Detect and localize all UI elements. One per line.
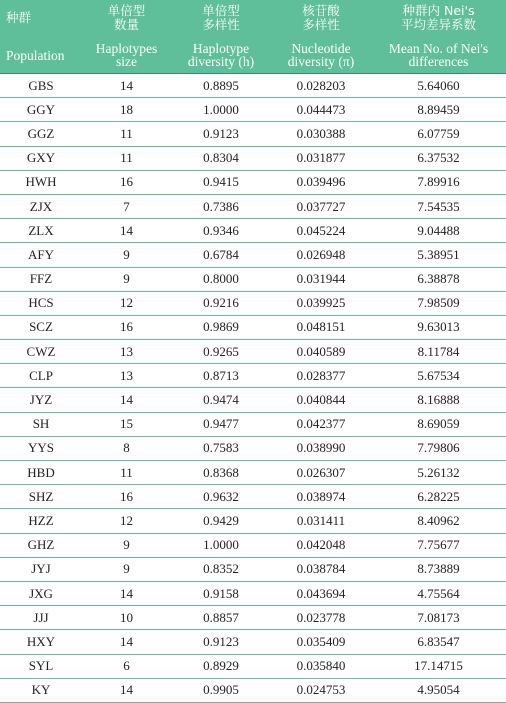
table-body — [0, 74, 506, 703]
cell-haplotype-diversity: 0.8352 — [171, 557, 271, 581]
cell-haplotype-diversity: 0.9265 — [171, 340, 271, 364]
cell-haplotype-diversity: 0.8368 — [171, 461, 271, 485]
cell-nucleotide-diversity: 0.023778 — [271, 606, 371, 630]
header-haplotypes-en: Haplotypes size — [82, 37, 171, 74]
cell-nei-differences: 7.08173 — [371, 606, 506, 630]
cell-haplotype-size: 6 — [82, 654, 171, 678]
cell-population: CLP — [0, 364, 82, 388]
cell-nucleotide-diversity: 0.031411 — [271, 509, 371, 533]
header-nei-zh: 种群内 Nei's 平均差异系数 — [371, 0, 506, 37]
table-row — [0, 315, 506, 339]
cell-population: FFZ — [0, 267, 82, 291]
cell-nei-differences: 6.37532 — [371, 146, 506, 170]
cell-haplotype-size: 13 — [82, 340, 171, 364]
table-row — [0, 98, 506, 122]
cell-nucleotide-diversity: 0.026307 — [271, 461, 371, 485]
cell-nei-differences: 5.64060 — [371, 74, 506, 98]
cell-haplotype-diversity: 0.9474 — [171, 388, 271, 412]
table-row — [0, 678, 506, 702]
table-row — [0, 485, 506, 509]
header-population-zh: 种群 — [0, 0, 82, 37]
cell-haplotype-size: 7 — [82, 194, 171, 218]
table-row — [0, 194, 506, 218]
cell-nucleotide-diversity: 0.043694 — [271, 581, 371, 605]
cell-haplotype-size: 11 — [82, 461, 171, 485]
cell-haplotype-size: 14 — [82, 74, 171, 98]
header-hap-div-en: Haplotype diversity (h) — [171, 37, 271, 74]
cell-nucleotide-diversity: 0.042048 — [271, 533, 371, 557]
cell-population: JYJ — [0, 557, 82, 581]
cell-population: GHZ — [0, 533, 82, 557]
cell-nucleotide-diversity: 0.028203 — [271, 74, 371, 98]
cell-nucleotide-diversity: 0.039496 — [271, 170, 371, 194]
cell-haplotype-size: 16 — [82, 170, 171, 194]
cell-nucleotide-diversity: 0.026948 — [271, 243, 371, 267]
cell-haplotype-diversity: 0.9415 — [171, 170, 271, 194]
table-row — [0, 340, 506, 364]
cell-haplotype-diversity: 0.8857 — [171, 606, 271, 630]
cell-nucleotide-diversity: 0.042377 — [271, 412, 371, 436]
cell-nei-differences: 8.16888 — [371, 388, 506, 412]
cell-nei-differences: 4.75564 — [371, 581, 506, 605]
cell-nucleotide-diversity: 0.024753 — [271, 678, 371, 702]
cell-haplotype-diversity: 0.9346 — [171, 219, 271, 243]
cell-population: KY — [0, 678, 82, 702]
cell-nei-differences: 9.04488 — [371, 219, 506, 243]
table-row — [0, 267, 506, 291]
cell-haplotype-size: 18 — [82, 98, 171, 122]
table-row — [0, 291, 506, 315]
cell-population: ZLX — [0, 219, 82, 243]
table-row — [0, 170, 506, 194]
cell-nucleotide-diversity: 0.045224 — [271, 219, 371, 243]
cell-nucleotide-diversity: 0.038974 — [271, 485, 371, 509]
table-row — [0, 606, 506, 630]
cell-nucleotide-diversity: 0.030388 — [271, 122, 371, 146]
cell-nei-differences: 6.07759 — [371, 122, 506, 146]
cell-haplotype-size: 14 — [82, 388, 171, 412]
table-row — [0, 219, 506, 243]
header-hap-div-zh: 单倍型 多样性 — [171, 0, 271, 37]
cell-haplotype-size: 14 — [82, 630, 171, 654]
table-row — [0, 533, 506, 557]
cell-haplotype-diversity: 0.7386 — [171, 194, 271, 218]
cell-nei-differences: 17.14715 — [371, 654, 506, 678]
cell-nei-differences: 6.83547 — [371, 630, 506, 654]
cell-haplotype-size: 16 — [82, 485, 171, 509]
cell-haplotype-size: 13 — [82, 364, 171, 388]
cell-population: SCZ — [0, 315, 82, 339]
table-row — [0, 146, 506, 170]
cell-population: HBD — [0, 461, 82, 485]
table-row — [0, 243, 506, 267]
table-row — [0, 74, 506, 98]
cell-nucleotide-diversity: 0.039925 — [271, 291, 371, 315]
table-row — [0, 364, 506, 388]
cell-haplotype-diversity: 1.0000 — [171, 533, 271, 557]
cell-nei-differences: 4.95054 — [371, 678, 506, 702]
cell-nei-differences: 8.69059 — [371, 412, 506, 436]
cell-nucleotide-diversity: 0.048151 — [271, 315, 371, 339]
cell-haplotype-diversity: 0.8304 — [171, 146, 271, 170]
cell-nei-differences: 5.38951 — [371, 243, 506, 267]
cell-haplotype-diversity: 0.9216 — [171, 291, 271, 315]
table-row — [0, 509, 506, 533]
cell-nei-differences: 5.67534 — [371, 364, 506, 388]
cell-nei-differences: 6.38878 — [371, 267, 506, 291]
cell-population: HZZ — [0, 509, 82, 533]
cell-nei-differences: 7.98509 — [371, 291, 506, 315]
cell-haplotype-size: 16 — [82, 315, 171, 339]
table-row — [0, 122, 506, 146]
cell-nucleotide-diversity: 0.037727 — [271, 194, 371, 218]
cell-population: GGZ — [0, 122, 82, 146]
cell-population: HWH — [0, 170, 82, 194]
cell-population: GXY — [0, 146, 82, 170]
cell-nucleotide-diversity: 0.038990 — [271, 436, 371, 460]
cell-population: JJJ — [0, 606, 82, 630]
cell-nucleotide-diversity: 0.044473 — [271, 98, 371, 122]
cell-haplotype-size: 11 — [82, 122, 171, 146]
table-row — [0, 412, 506, 436]
cell-population: JXG — [0, 581, 82, 605]
cell-nucleotide-diversity: 0.031944 — [271, 267, 371, 291]
cell-nei-differences: 8.89459 — [371, 98, 506, 122]
cell-haplotype-size: 15 — [82, 412, 171, 436]
cell-nei-differences: 6.28225 — [371, 485, 506, 509]
cell-nei-differences: 7.89916 — [371, 170, 506, 194]
cell-haplotype-diversity: 0.9123 — [171, 630, 271, 654]
cell-nucleotide-diversity: 0.035409 — [271, 630, 371, 654]
cell-haplotype-diversity: 0.9429 — [171, 509, 271, 533]
cell-population: GGY — [0, 98, 82, 122]
header-haplotypes-zh: 单倍型 数量 — [82, 0, 171, 37]
cell-population: SYL — [0, 654, 82, 678]
cell-haplotype-diversity: 0.6784 — [171, 243, 271, 267]
cell-haplotype-size: 14 — [82, 581, 171, 605]
cell-haplotype-size: 9 — [82, 267, 171, 291]
cell-haplotype-size: 14 — [82, 219, 171, 243]
cell-haplotype-size: 14 — [82, 678, 171, 702]
cell-haplotype-diversity: 1.0000 — [171, 98, 271, 122]
table-header — [0, 0, 506, 74]
cell-haplotype-size: 11 — [82, 146, 171, 170]
cell-nei-differences: 7.75677 — [371, 533, 506, 557]
cell-nei-differences: 8.11784 — [371, 340, 506, 364]
cell-nei-differences: 5.26132 — [371, 461, 506, 485]
cell-haplotype-size: 9 — [82, 533, 171, 557]
cell-haplotype-size: 12 — [82, 509, 171, 533]
cell-haplotype-size: 9 — [82, 557, 171, 581]
cell-haplotype-diversity: 0.9905 — [171, 678, 271, 702]
cell-population: HCS — [0, 291, 82, 315]
cell-population: SHZ — [0, 485, 82, 509]
cell-population: SH — [0, 412, 82, 436]
cell-haplotype-diversity: 0.8000 — [171, 267, 271, 291]
header-nei-en: Mean No. of Nei's differences — [371, 37, 506, 74]
cell-haplotype-diversity: 0.8929 — [171, 654, 271, 678]
cell-haplotype-size: 8 — [82, 436, 171, 460]
cell-population: HXY — [0, 630, 82, 654]
cell-haplotype-diversity: 0.8895 — [171, 74, 271, 98]
cell-nei-differences: 8.40962 — [371, 509, 506, 533]
header-population-en: Population — [0, 37, 82, 74]
cell-nei-differences: 7.79806 — [371, 436, 506, 460]
cell-nei-differences: 7.54535 — [371, 194, 506, 218]
cell-nei-differences: 8.73889 — [371, 557, 506, 581]
cell-nucleotide-diversity: 0.035840 — [271, 654, 371, 678]
table-row — [0, 557, 506, 581]
table-row — [0, 436, 506, 460]
table-row — [0, 388, 506, 412]
table-row — [0, 461, 506, 485]
cell-population: ZJX — [0, 194, 82, 218]
cell-population: JYZ — [0, 388, 82, 412]
cell-nucleotide-diversity: 0.040844 — [271, 388, 371, 412]
cell-haplotype-diversity: 0.8713 — [171, 364, 271, 388]
cell-haplotype-diversity: 0.9123 — [171, 122, 271, 146]
cell-nucleotide-diversity: 0.040589 — [271, 340, 371, 364]
cell-haplotype-diversity: 0.9158 — [171, 581, 271, 605]
header-nuc-div-zh: 核苷酸 多样性 — [271, 0, 371, 37]
cell-haplotype-size: 10 — [82, 606, 171, 630]
header-nuc-div-en: Nucleotide diversity (π) — [271, 37, 371, 74]
cell-nucleotide-diversity: 0.031877 — [271, 146, 371, 170]
cell-population: AFY — [0, 243, 82, 267]
cell-population: GBS — [0, 74, 82, 98]
cell-population: YYS — [0, 436, 82, 460]
table-row — [0, 581, 506, 605]
cell-haplotype-size: 9 — [82, 243, 171, 267]
cell-haplotype-diversity: 0.9632 — [171, 485, 271, 509]
table-row — [0, 630, 506, 654]
table-row — [0, 654, 506, 678]
cell-haplotype-size: 12 — [82, 291, 171, 315]
cell-nucleotide-diversity: 0.028377 — [271, 364, 371, 388]
cell-haplotype-diversity: 0.9869 — [171, 315, 271, 339]
cell-haplotype-diversity: 0.7583 — [171, 436, 271, 460]
cell-nucleotide-diversity: 0.038784 — [271, 557, 371, 581]
cell-population: CWZ — [0, 340, 82, 364]
cell-haplotype-diversity: 0.9477 — [171, 412, 271, 436]
cell-nei-differences: 9.63013 — [371, 315, 506, 339]
